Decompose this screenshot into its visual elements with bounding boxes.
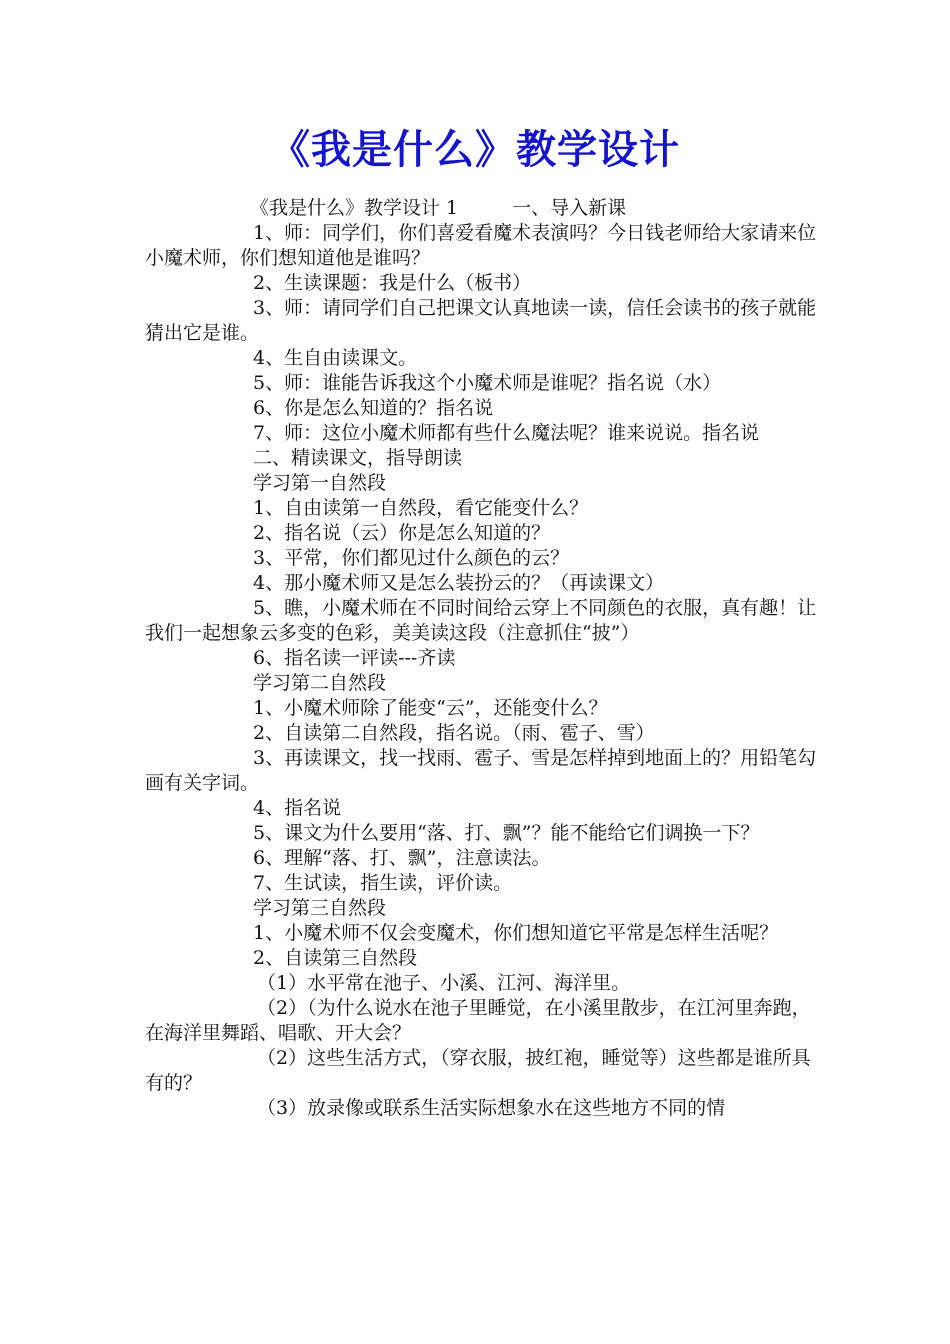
paragraph: 1、小魔术师不仅会变魔术，你们想知道它平常是怎样生活呢？: [253, 922, 779, 944]
paragraph: 1、自由读第一自然段，看它能变什么？: [253, 497, 589, 519]
document-body: [145, 196, 820, 1121]
paragraph: 7、生试读，指生读，评价读。: [253, 872, 513, 894]
paragraph: 2、自读第三自然段: [253, 947, 418, 969]
paragraph: 3、再读课文，找一找雨、雹子、雪是怎样掉到地面上的？用铅笔勾画有关字词。: [145, 747, 817, 794]
paragraph: 4、生自由读课文。: [253, 347, 418, 369]
paragraph: 6、你是怎么知道的？指名说: [253, 397, 494, 419]
paragraph: 1、师：同学们，你们喜爱看魔术表演吗？今日钱老师给大家请来位小魔术师，你们想知道他是谁吗？: [145, 222, 817, 269]
paragraph: （2）（为什么说水在池子里睡觉，在小溪里散步，在江河里奔跑，在海洋里舞蹈、唱歌、开大会？: [145, 997, 811, 1044]
section-heading: 一、导入新课: [512, 197, 627, 219]
paragraph: 1、小魔术师除了能变“云”，还能变什么？: [253, 697, 608, 719]
subtitle-text: 《我是什么》教学设计 1: [250, 197, 459, 219]
paragraph: （1）水平常在池子、小溪、江河、海洋里。: [257, 972, 631, 994]
document-title: 《我是什么》教学设计: [270, 127, 680, 173]
paragraph: 4、指名说: [253, 797, 342, 819]
paragraph: 5、师：谁能告诉我这个小魔术师是谁呢？指名说（水）: [253, 372, 722, 394]
paragraph: 6、指名读一评读---齐读: [253, 647, 456, 669]
subsection-heading: 学习第一自然段: [253, 472, 387, 494]
section-heading: 二、精读课文，指导朗读: [253, 447, 463, 469]
paragraph: 4、那小魔术师又是怎么装扮云的？（再读课文）: [253, 572, 665, 594]
paragraph: 3、平常，你们都见过什么颜色的云？: [253, 547, 570, 569]
paragraph: 2、生读课题：我是什么（板书）: [253, 272, 532, 294]
subsection-heading: 学习第三自然段: [253, 897, 387, 919]
intro-line: [145, 196, 820, 221]
subsection-heading: 学习第二自然段: [253, 672, 387, 694]
paragraph: （3）放录像或联系生活实际想象水在这些地方不同的情: [257, 1097, 726, 1119]
paragraph: 2、指名说（云）你是怎么知道的？: [253, 522, 551, 544]
paragraph: 5、课文为什么要用“落、打、飘”？能不能给它们调换一下？: [253, 822, 760, 844]
paragraph: 7、师：这位小魔术师都有些什么魔法呢？谁来说说。指名说: [253, 422, 760, 444]
paragraph: 6、理解“落、打、飘”，注意读法。: [253, 847, 551, 869]
paragraph: 3、师：请同学们自己把课文认真地读一读，信任会读书的孩子就能猜出它是谁。: [145, 297, 817, 344]
paragraph: 5、瞧，小魔术师在不同时间给云穿上不同颜色的衣服，真有趣！让我们一起想象云多变的色彩，美美读这段（注意抓住“披”）: [145, 597, 817, 644]
paragraph: 2、自读第二自然段，指名说。（雨、雹子、雪）: [253, 722, 655, 744]
paragraph: （2）这些生活方式，（穿衣服，披红袍，睡觉等）这些都是谁所具有的？: [145, 1047, 811, 1094]
